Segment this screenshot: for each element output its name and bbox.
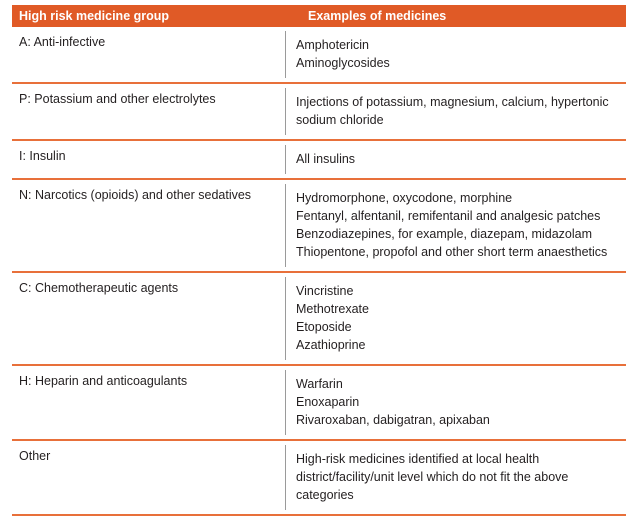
example-item: Aminoglycosides [296, 56, 390, 70]
examples-cell [285, 370, 626, 435]
examples-cell [285, 31, 626, 78]
example-item: All insulins [296, 152, 356, 166]
example-item: Thiopentone, propofol and other short term anaesthetics [296, 245, 608, 259]
group-cell: Other [19, 449, 51, 463]
table-header [12, 5, 626, 27]
header-group: High risk medicine group [19, 9, 170, 23]
example-item: Rivaroxaban, dabigatran, apixaban [296, 413, 490, 427]
example-item: Benzodiazepines, for example, diazepam, midazolam [296, 227, 592, 241]
table-row [12, 441, 626, 516]
group-cell: I: Insulin [19, 149, 66, 163]
high-risk-medicines-table [12, 5, 626, 516]
example-item: Methotrexate [296, 302, 369, 316]
group-cell: N: Narcotics (opioids) and other sedatives [19, 188, 252, 202]
group-cell: P: Potassium and other electrolytes [19, 92, 216, 106]
example-item: Injections of potassium, magnesium, calcium, hypertonic sodium chloride [296, 95, 609, 127]
table-row [12, 273, 626, 366]
examples-cell [285, 145, 626, 174]
example-item: Hydromorphone, oxycodone, morphine [296, 191, 513, 205]
table-row [12, 141, 626, 180]
example-item: Etoposide [296, 320, 352, 334]
group-cell: C: Chemotherapeutic agents [19, 281, 179, 295]
example-item: Azathioprine [296, 338, 366, 352]
header-examples: Examples of medicines [308, 9, 447, 23]
examples-cell [285, 88, 626, 135]
examples-cell [285, 277, 626, 360]
examples-cell [285, 184, 626, 267]
example-item: Vincristine [296, 284, 354, 298]
table-row [12, 366, 626, 441]
example-item: High-risk medicines identified at local health district/facility/unit level which do not fit the above categories [296, 452, 569, 502]
example-item: Enoxaparin [296, 395, 360, 409]
table-row [12, 84, 626, 141]
table-row [12, 27, 626, 84]
example-item: Fentanyl, alfentanil, remifentanil and analgesic patches [296, 209, 601, 223]
example-item: Warfarin [296, 377, 343, 391]
group-cell: H: Heparin and anticoagulants [19, 374, 188, 388]
table-row [12, 180, 626, 273]
example-item: Amphotericin [296, 38, 369, 52]
group-cell: A: Anti-infective [19, 35, 106, 49]
